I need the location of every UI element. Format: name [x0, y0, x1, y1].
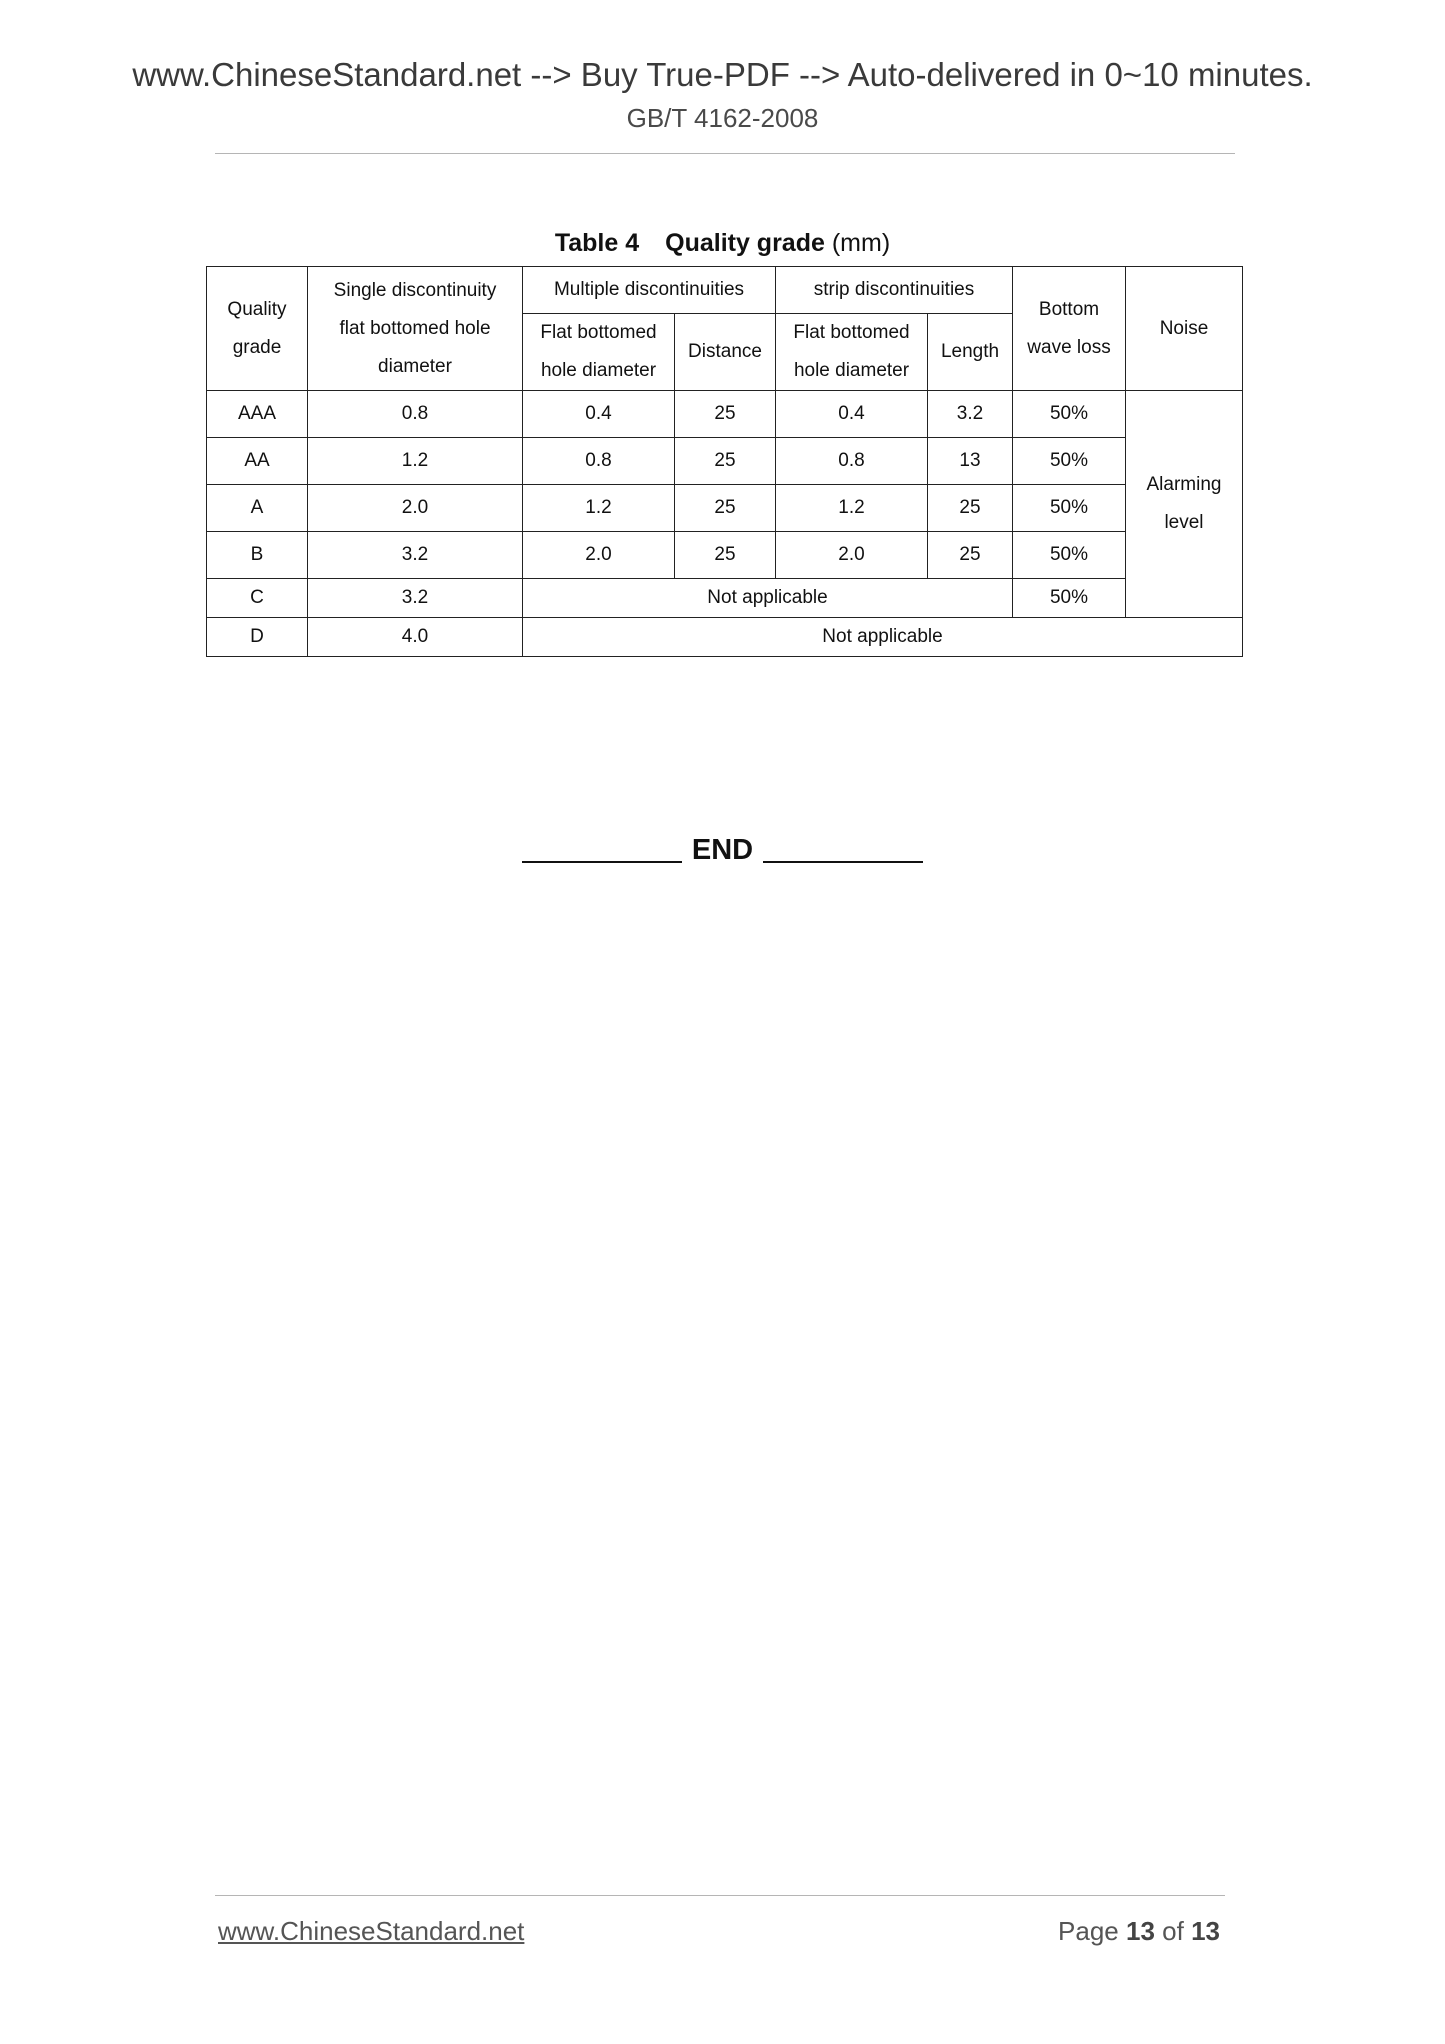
- cell-grade: AAA: [207, 391, 308, 438]
- end-line-right: [763, 861, 923, 863]
- header-strip-length: Length: [928, 314, 1013, 391]
- standard-id: GB/T 4162-2008: [626, 103, 819, 133]
- cell-multi-distance: 25: [675, 391, 776, 438]
- table-row: [207, 532, 1243, 579]
- cell-strip-length: 25: [928, 532, 1013, 579]
- table-number: Table 4: [554, 229, 640, 257]
- cell-strip-length: 25: [928, 485, 1013, 532]
- footer-divider: [215, 1895, 1225, 1896]
- cell-multi-hole: 0.4: [523, 391, 675, 438]
- cell-noise: Alarming level: [1126, 391, 1243, 618]
- table-caption: [0, 229, 1445, 258]
- cell-not-applicable: Not applicable: [523, 579, 1013, 618]
- table-title: Quality grade: [665, 229, 825, 257]
- table-row: [207, 391, 1243, 438]
- cell-strip-hole: 0.4: [776, 391, 928, 438]
- cell-strip-length: 3.2: [928, 391, 1013, 438]
- footer-site-link[interactable]: www.ChineseStandard.net: [218, 1916, 525, 1946]
- cell-bottom-wave-loss: 50%: [1013, 438, 1126, 485]
- cell-not-applicable: Not applicable: [523, 618, 1243, 657]
- cell-multi-hole: 2.0: [523, 532, 675, 579]
- cell-single: 1.2: [308, 438, 523, 485]
- header-banner: www.ChineseStandard.net --> Buy True-PDF --> Auto-delivered in 0~10 minutes.: [132, 56, 1313, 93]
- header-noise: Noise: [1126, 267, 1243, 391]
- cell-bottom-wave-loss: 50%: [1013, 485, 1126, 532]
- cell-single: 4.0: [308, 618, 523, 657]
- header-divider: [215, 153, 1235, 154]
- header-bottom-wave-loss: Bottom wave loss: [1013, 267, 1126, 391]
- page-number: Page 13 of 13: [1058, 1916, 1220, 1946]
- cell-multi-hole: 1.2: [523, 485, 675, 532]
- cell-strip-length: 13: [928, 438, 1013, 485]
- cell-single: 3.2: [308, 579, 523, 618]
- cell-grade: B: [207, 532, 308, 579]
- table-row: [207, 618, 1243, 657]
- cell-strip-hole: 2.0: [776, 532, 928, 579]
- cell-single: 2.0: [308, 485, 523, 532]
- cell-strip-hole: 0.8: [776, 438, 928, 485]
- cell-strip-hole: 1.2: [776, 485, 928, 532]
- cell-bottom-wave-loss: 50%: [1013, 391, 1126, 438]
- cell-grade: A: [207, 485, 308, 532]
- table-row: [207, 485, 1243, 532]
- table-unit: (mm): [831, 229, 891, 257]
- cell-multi-distance: 25: [675, 532, 776, 579]
- cell-bottom-wave-loss: 50%: [1013, 532, 1126, 579]
- cell-grade: AA: [207, 438, 308, 485]
- header-strip-discontinuities: strip discontinuities: [776, 267, 1013, 314]
- cell-single: 3.2: [308, 532, 523, 579]
- end-marker: END: [0, 834, 1445, 867]
- cell-grade: D: [207, 618, 308, 657]
- end-line-left: [522, 861, 682, 863]
- header-quality-grade: Quality grade: [207, 267, 308, 391]
- cell-multi-hole: 0.8: [523, 438, 675, 485]
- cell-single: 0.8: [308, 391, 523, 438]
- table-row: [207, 438, 1243, 485]
- cell-bottom-wave-loss: 50%: [1013, 579, 1126, 618]
- cell-multi-distance: 25: [675, 485, 776, 532]
- quality-grade-table: [206, 266, 1243, 657]
- header-multiple-discontinuities: Multiple discontinuities: [523, 267, 776, 314]
- cell-grade: C: [207, 579, 308, 618]
- header-multiple-hole-diameter: Flat bottomed hole diameter: [523, 314, 675, 391]
- header-multiple-distance: Distance: [675, 314, 776, 391]
- header-single-discontinuity: Single discontinuity flat bottomed hole diameter: [308, 267, 523, 391]
- header-strip-hole-diameter: Flat bottomed hole diameter: [776, 314, 928, 391]
- header-row-1: [207, 267, 1243, 314]
- cell-multi-distance: 25: [675, 438, 776, 485]
- table-row: [207, 579, 1243, 618]
